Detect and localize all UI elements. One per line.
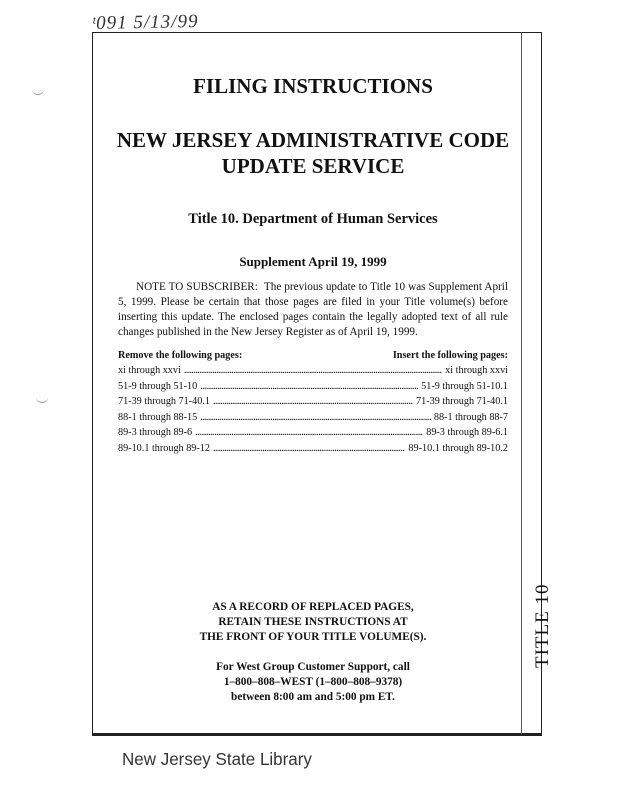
dot-leader: [213, 396, 413, 407]
remove-range: xi through xxvi: [118, 365, 181, 376]
list-item: [118, 381, 508, 397]
service-line-2: UPDATE SERVICE: [221, 154, 405, 178]
handwritten-note: ᵗ091 5/13/99: [91, 11, 199, 34]
support-line: 1–800–808–WEST (1–800–808–9378): [223, 676, 403, 688]
note-label: NOTE TO SUBSCRIBER:: [136, 281, 258, 293]
list-header: [118, 350, 508, 365]
remove-header: Remove the following pages:: [118, 350, 243, 361]
customer-support-notice: [112, 660, 514, 705]
remove-range: 51-9 through 51-10: [118, 380, 198, 392]
instructions-content: [112, 40, 514, 458]
insert-range: 51-9 through 51-10.1: [421, 380, 508, 392]
page-replacement-list: [112, 350, 514, 458]
scan-mark: [32, 88, 44, 95]
insert-range: 71-39 through 71-40.1: [416, 396, 508, 407]
insert-range: xi through xxvi: [445, 365, 508, 376]
dot-leader: [213, 443, 405, 454]
remove-range: 89-10.1 through 89-12: [118, 442, 210, 454]
retain-line: RETAIN THESE INSTRUCTIONS AT: [218, 616, 408, 628]
dot-leader: [200, 381, 418, 392]
service-title: [112, 127, 514, 179]
support-line: between 8:00 am and 5:00 pm ET.: [231, 691, 395, 703]
remove-range: 71-39 through 71-40.1: [118, 396, 210, 407]
note-body: The previous update to Title 10 was Supplement April 5, 1999. Please be certain that those pages are filed in your Title volume(s) before inserting this update. The enclosed pages contain the legally adopted text of all rule changes published in the New Jersey Register as of April 19, 1999.: [118, 281, 508, 338]
insert-range: 88-1 through 88-7: [433, 411, 508, 423]
insert-range: 89-10.1 through 89-10.2: [408, 442, 508, 454]
department-heading: Title 10. Department of Human Services: [188, 211, 438, 227]
retain-notice: [112, 600, 514, 645]
list-item: [118, 365, 508, 381]
dot-leader: [195, 427, 423, 438]
retain-line: THE FRONT OF YOUR TITLE VOLUME(S).: [199, 631, 427, 643]
subscriber-note: [112, 280, 514, 340]
support-line: For West Group Customer Support, call: [216, 661, 410, 673]
list-item: [118, 427, 508, 443]
title-tab-label: TITLE 10: [532, 583, 553, 668]
retain-line: AS A RECORD OF REPLACED PAGES,: [212, 601, 414, 613]
insert-header: Insert the following pages:: [392, 350, 508, 361]
dot-leader: [184, 365, 442, 376]
tab-divider: [521, 32, 522, 735]
list-item: [118, 396, 508, 412]
list-item: [118, 412, 508, 428]
list-item: [118, 443, 508, 459]
remove-range: 88-1 through 88-15: [118, 411, 198, 423]
page-title: FILING INSTRUCTIONS: [193, 74, 433, 98]
supplement-heading: Supplement April 19, 1999: [239, 254, 387, 269]
remove-range: 89-3 through 89-6: [118, 427, 193, 438]
scan-mark: [36, 396, 48, 403]
dot-leader: [200, 412, 431, 423]
library-stamp: New Jersey State Library: [122, 749, 312, 770]
insert-range: 89-3 through 89-6.1: [426, 427, 508, 438]
service-line-1: NEW JERSEY ADMINISTRATIVE CODE: [116, 128, 510, 152]
